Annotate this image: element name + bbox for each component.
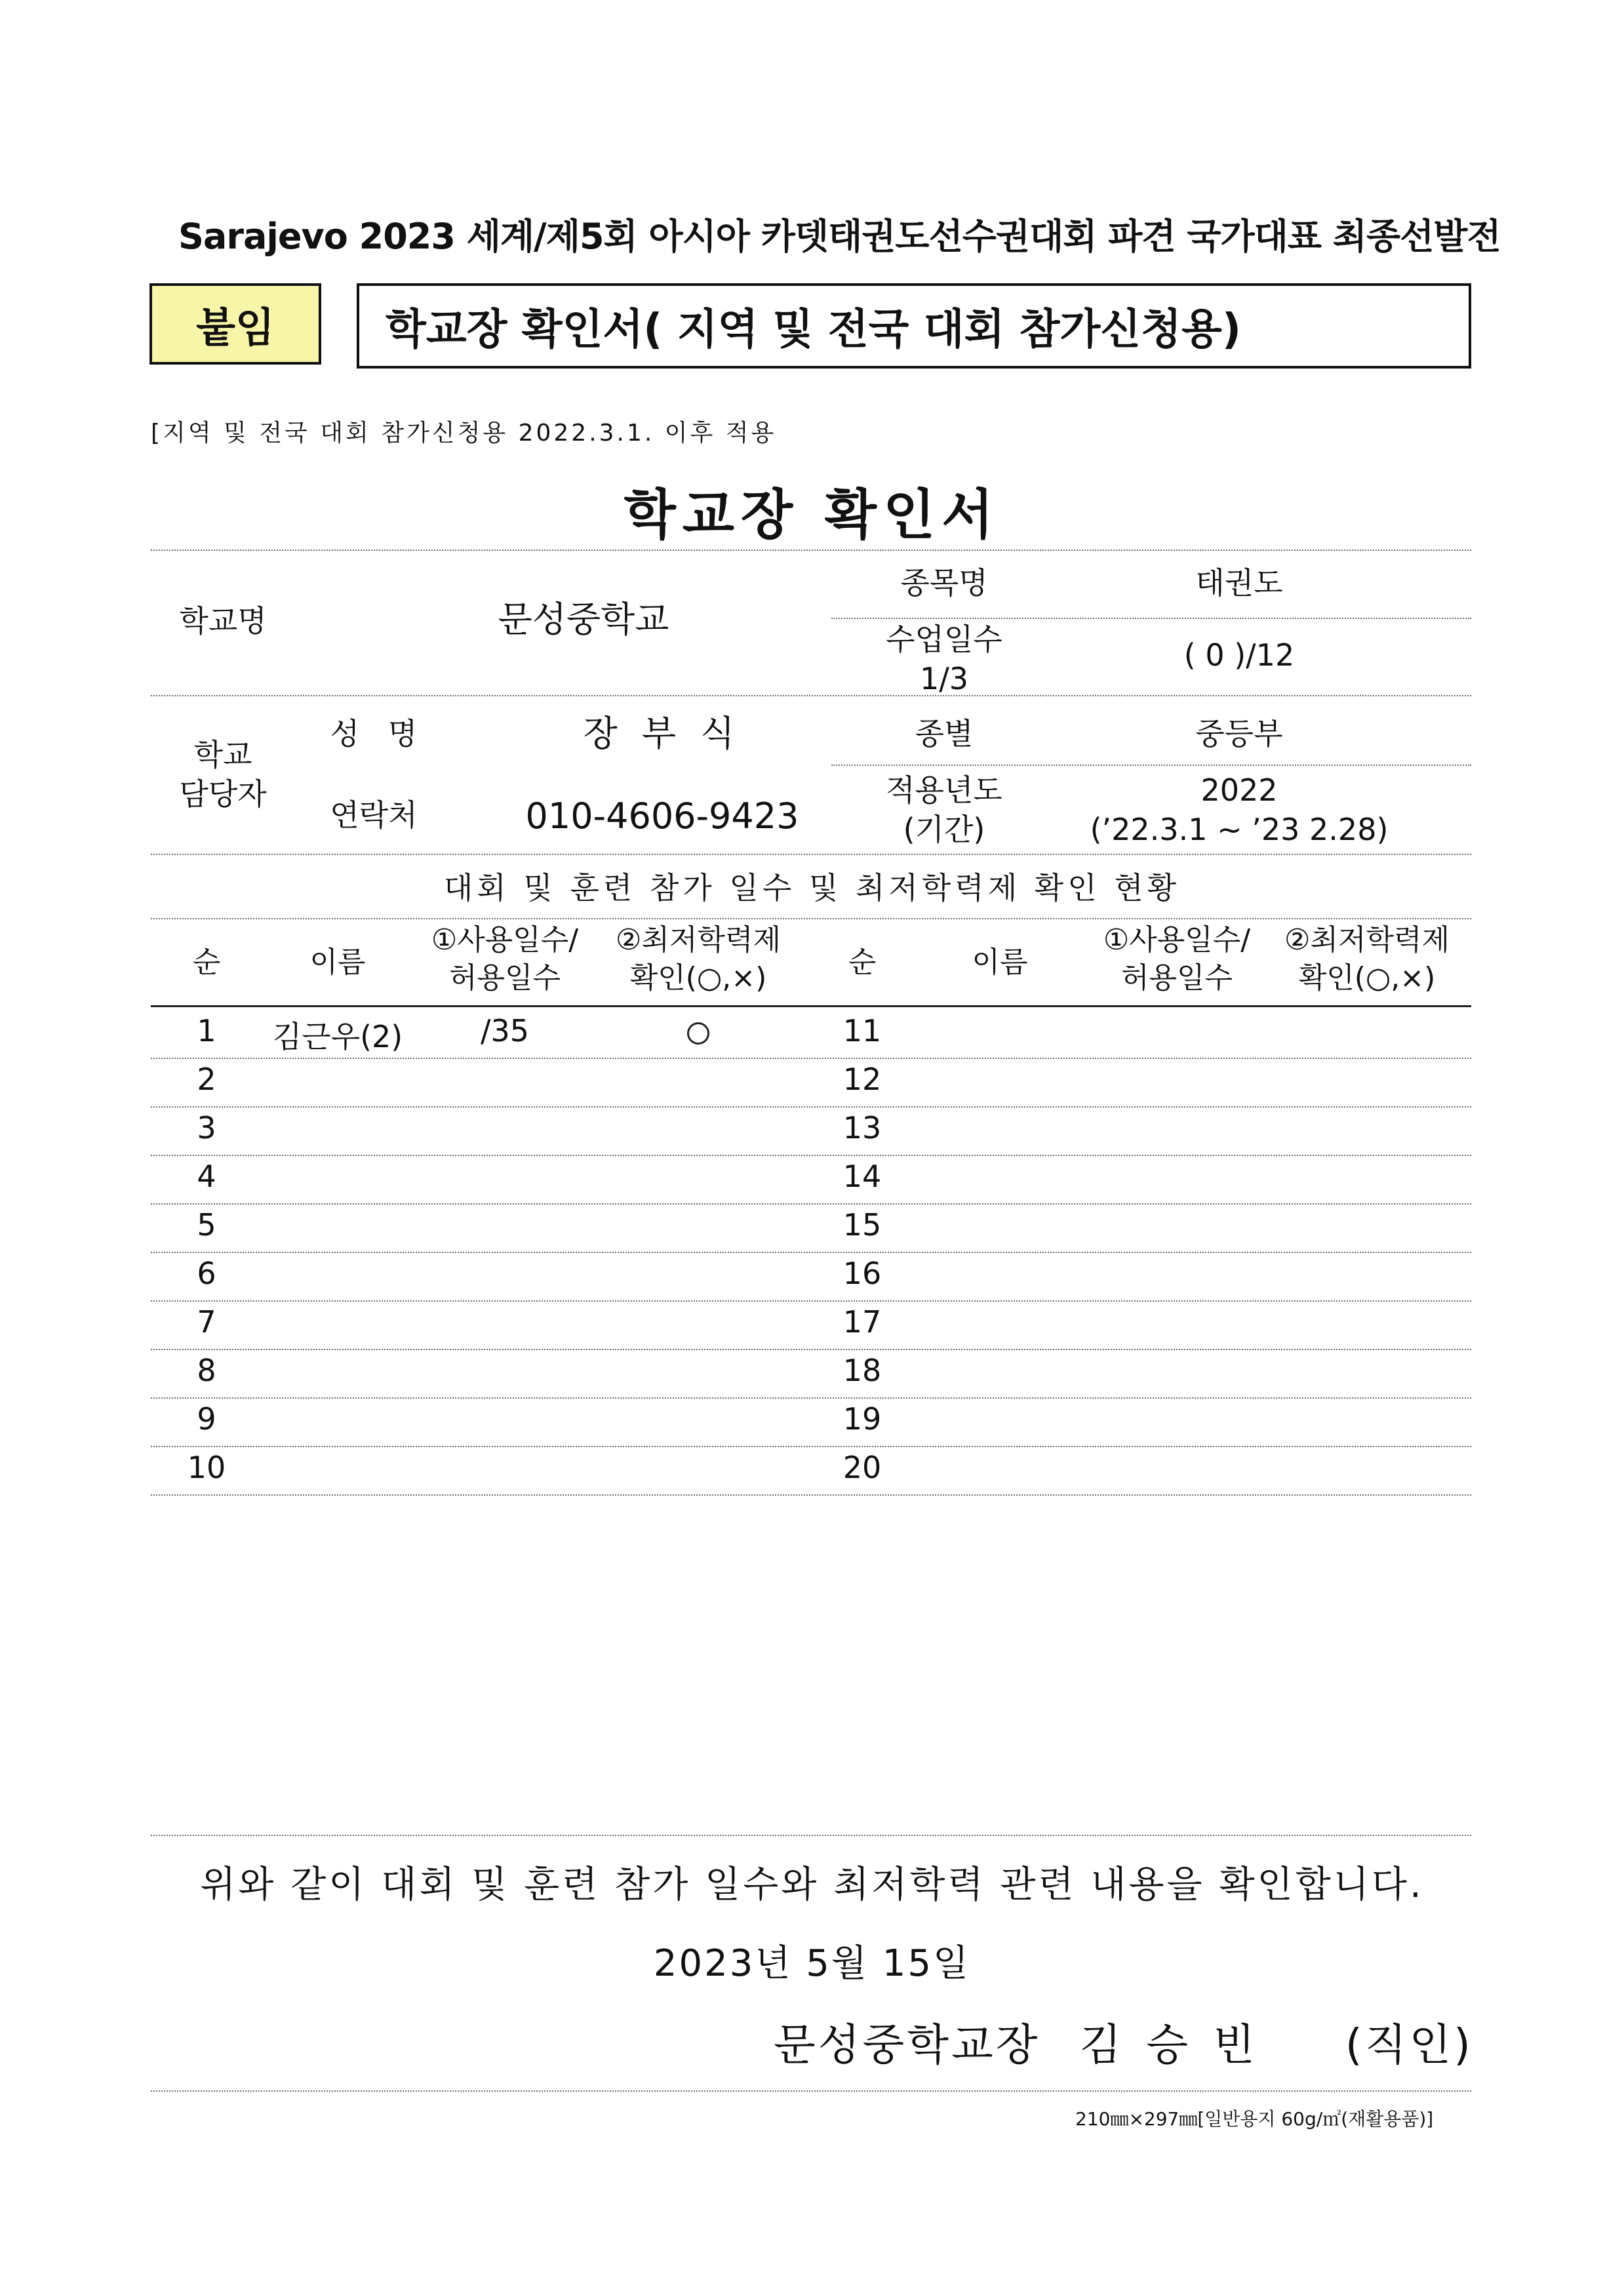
row-name-left: 김근우(2) [272,1019,403,1054]
header-min-left-line2: 확인(○,×) [629,961,767,995]
document-title-box [357,283,1471,369]
row-divider [151,1058,1471,1059]
row-seq-left: 9 [197,1401,216,1437]
row-seq-right: 13 [842,1110,882,1146]
contact-value: 010-4606-9423 [525,795,799,837]
principal-name: 김승빈 [1079,2020,1280,2070]
row-divider [151,1397,1471,1399]
row-divider [151,1349,1471,1350]
divider [831,765,1471,766]
manager-name-label: 성 명 [330,716,418,751]
header-name-left: 이름 [309,946,366,979]
seal-label: (직인) [1345,2020,1473,2070]
class-days-value: ( 0 )/12 [1183,637,1295,673]
class-days-label: 수업일수 [886,622,1002,657]
header-days-right-line1: ①사용일수/ [1103,923,1251,957]
class-days-fraction: 1/3 [919,661,969,696]
year-label-line1: 적용년도 [886,772,1002,808]
row-divider [151,1106,1471,1108]
row-seq-left: 4 [197,1159,216,1194]
row-seq-right: 15 [842,1207,882,1243]
confirmation-statement: 위와 같이 대회 및 훈련 참가 일수와 최저학력 관련 내용을 확인합니다. [200,1864,1424,1906]
header-min-left-line1: ②최저학력제 [616,923,781,957]
manager-label-line2: 담당자 [179,776,267,812]
header-name-right: 이름 [972,946,1028,979]
header-min-right-line2: 확인(○,×) [1298,961,1436,995]
row-divider [151,1252,1471,1253]
row-seq-left: 3 [197,1110,216,1146]
principal-line [774,2010,1473,2072]
row-seq-left: 6 [197,1256,216,1291]
row-seq-left: 5 [197,1207,216,1243]
header-min-right-line1: ②최저학력제 [1284,923,1450,957]
table-caption: 대회 및 훈련 참가 일수 및 최저학력제 확인 현황 [443,870,1181,906]
divider [831,618,1471,619]
period-value: (’22.3.1 ~ ’23 2.28) [1090,812,1389,847]
event-title: Sarajevo 2023 세계/제5회 아시아 카뎃태권도선수권대회 파견 국가대표 최종선발전 [178,216,1501,257]
header-seq-left: 순 [192,946,221,979]
row-confirm-circle-icon [687,1022,709,1045]
school-name-value: 문성중학교 [498,599,669,640]
row-seq-right: 12 [842,1062,882,1097]
divider [151,918,1471,919]
contact-label: 연락처 [330,797,418,833]
header-days-left-line1: ①사용일수/ [431,923,579,957]
row-divider [151,1494,1471,1496]
header-seq-right: 순 [848,946,877,979]
divider [151,854,1471,855]
school-name-label: 학교명 [179,603,267,639]
row-seq-right: 14 [842,1159,882,1194]
row-seq-left: 8 [197,1353,216,1388]
year-value: 2022 [1200,772,1278,808]
confirmation-date: 2023년 5월 15일 [653,1942,971,1985]
table-header-rule [151,1005,1471,1007]
attachment-badge: 붙임 [149,283,321,365]
category-value: 중등부 [1195,716,1283,751]
divider [151,695,1471,696]
paper-spec-footnote: 210㎜×297㎜[일반용지 60g/㎡(재활용품)] [1075,2108,1434,2130]
row-divider [151,1203,1471,1205]
document-title: 학교장 확인서( 지역 및 전국 대회 참가신청용) [386,306,1242,354]
header-days-right-line2: 허용일수 [1120,961,1233,995]
row-seq-right: 11 [842,1013,882,1048]
divider [151,2090,1471,2092]
row-days-left: /35 [480,1013,530,1048]
divider [151,1835,1471,1836]
row-seq-right: 17 [842,1304,882,1340]
usage-notice: [지역 및 전국 대회 참가신청용 2022.3.1. 이후 적용 [151,420,777,447]
row-seq-right: 18 [842,1353,882,1388]
row-divider [151,1155,1471,1156]
manager-label-line1: 학교 [193,737,252,772]
row-seq-left: 10 [187,1450,226,1485]
row-divider [151,1300,1471,1302]
main-title: 학교장 확인서 [624,484,1000,546]
row-seq-left: 1 [197,1013,216,1048]
row-seq-right: 20 [842,1450,882,1485]
row-seq-right: 19 [842,1401,882,1437]
year-label-line2: (기간) [903,812,985,847]
category-label: 종별 [915,716,974,751]
divider [151,549,1471,551]
event-value: 태권도 [1195,565,1283,601]
manager-name-value: 장 부 식 [583,713,742,754]
header-days-left-line2: 허용일수 [448,961,561,995]
row-seq-left: 7 [197,1304,216,1340]
row-seq-left: 2 [197,1062,216,1097]
row-divider [151,1446,1471,1447]
row-seq-right: 16 [842,1256,882,1291]
event-label: 종목명 [900,565,988,601]
principal-title: 문성중학교장 [774,2020,1040,2070]
